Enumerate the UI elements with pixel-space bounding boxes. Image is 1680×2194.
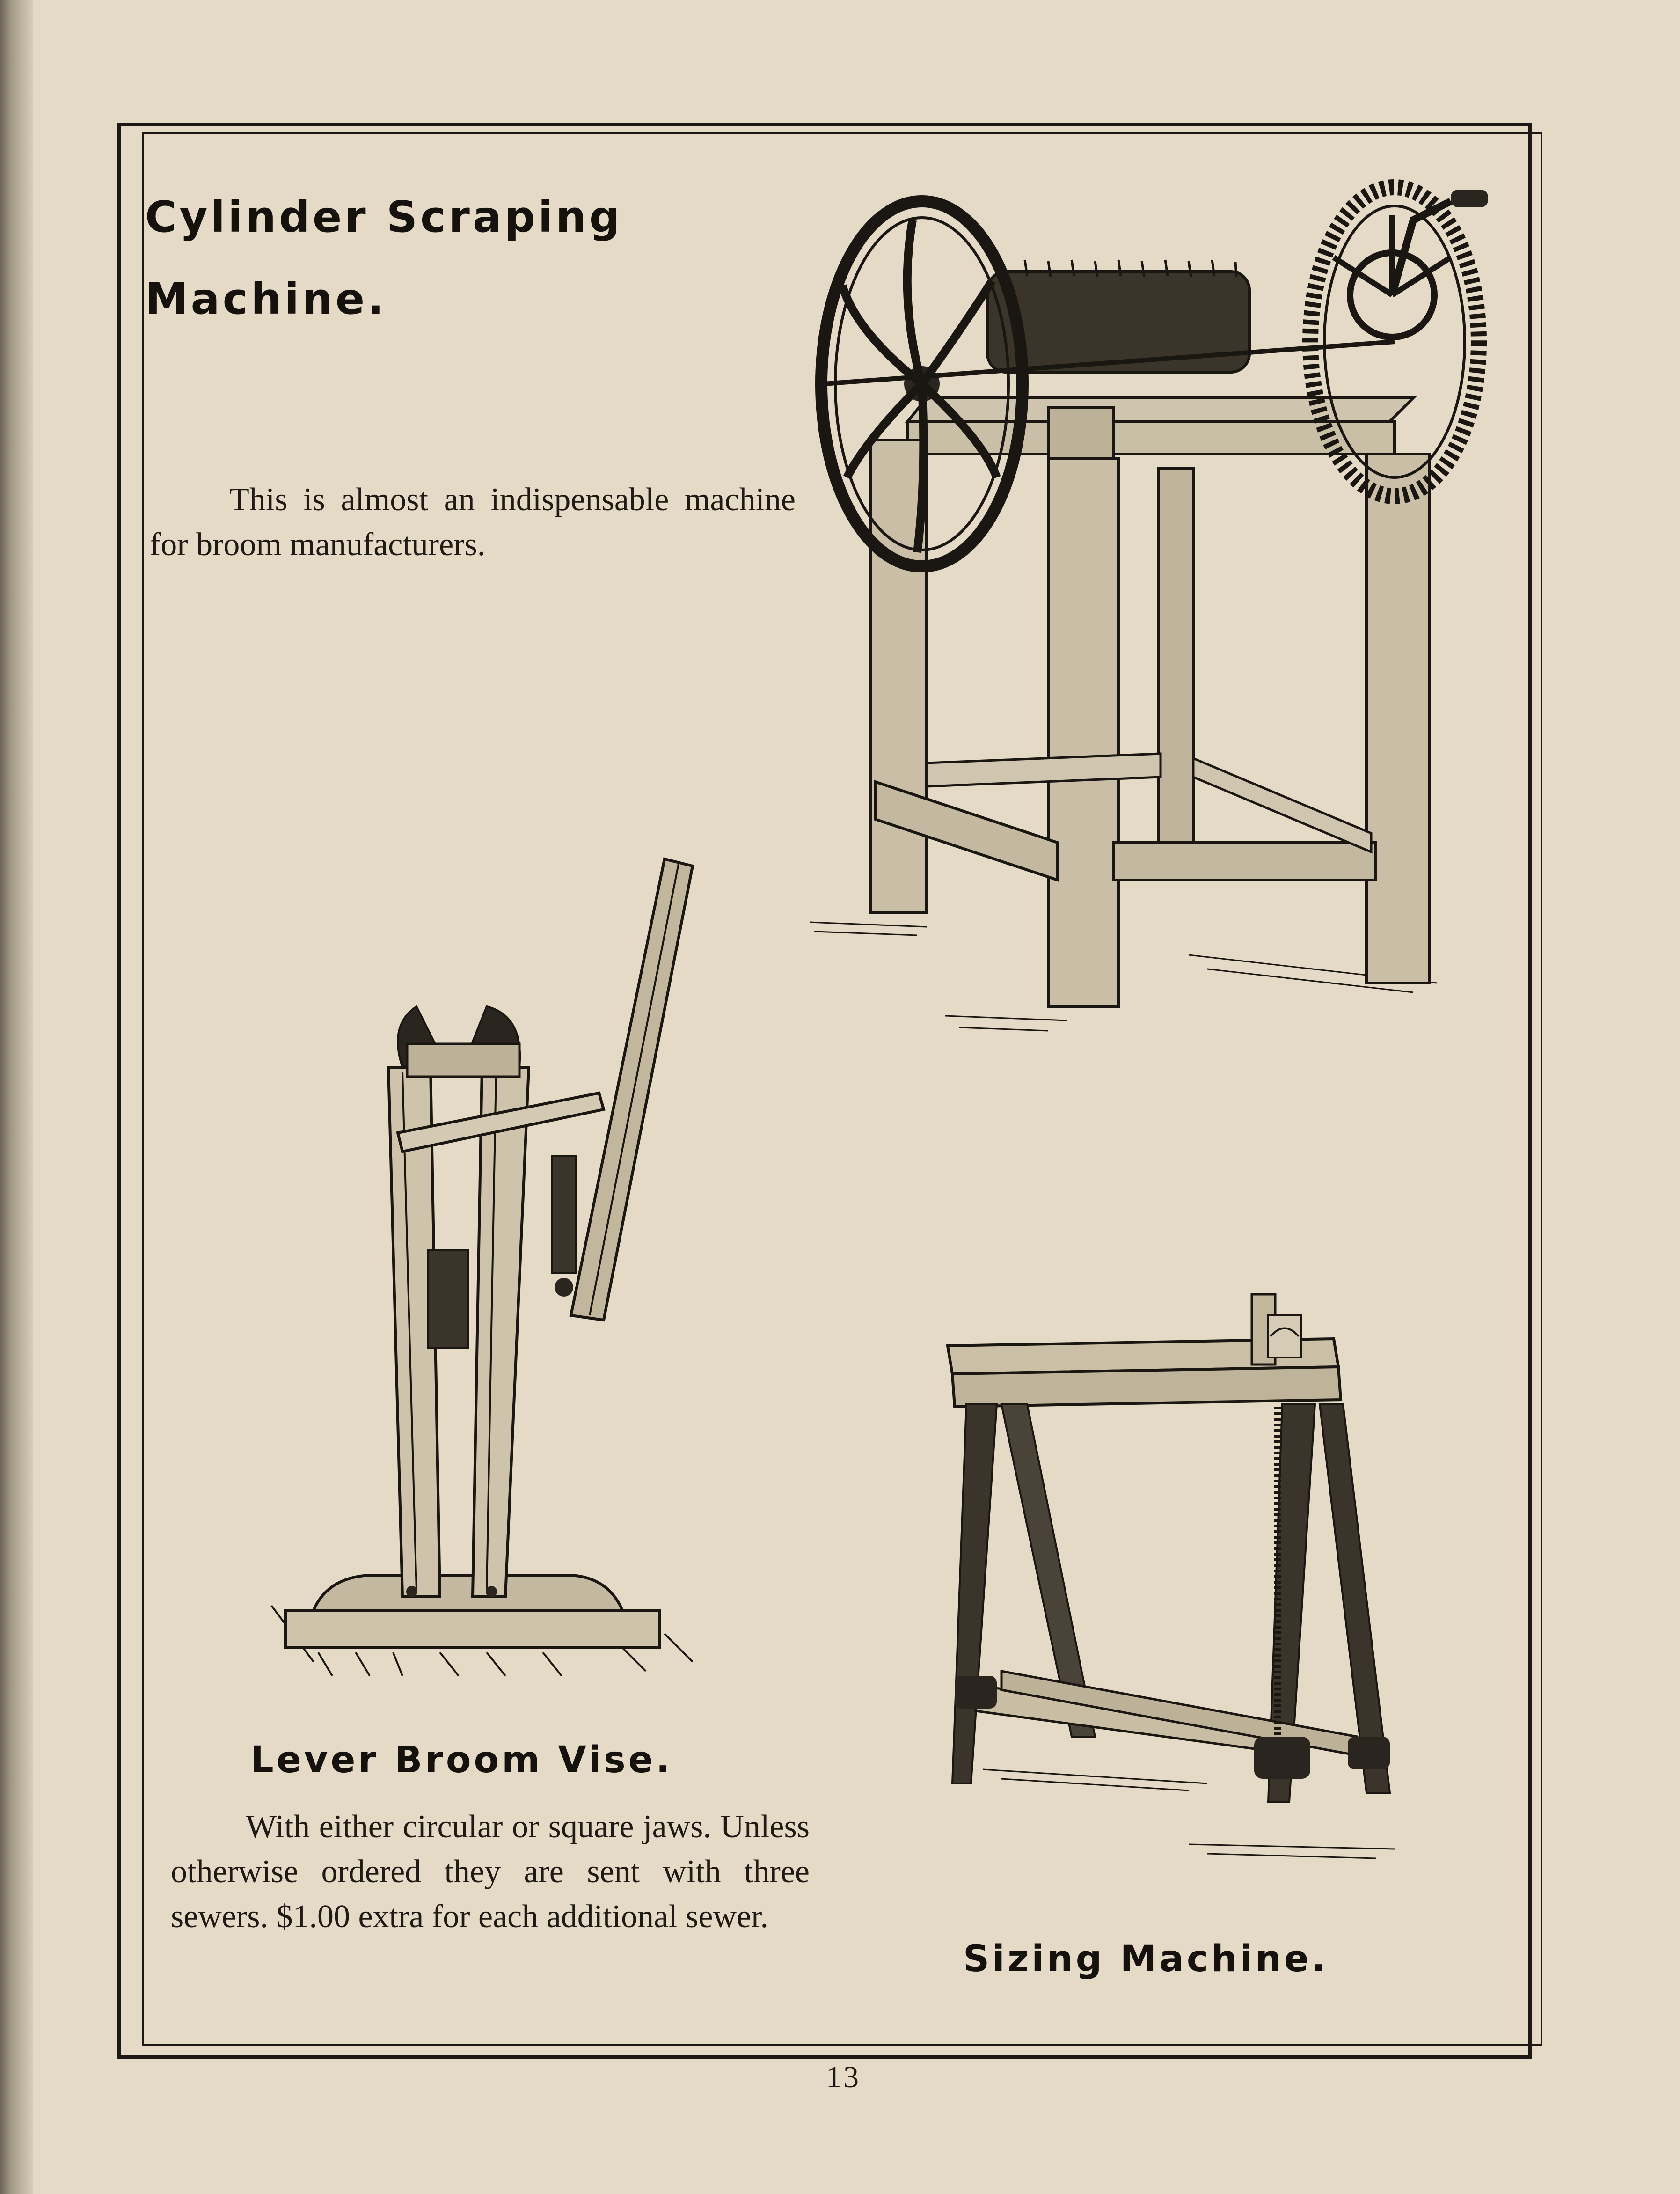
lever-broom-vise-illustration	[262, 847, 711, 1685]
scraper-title-line1: Cylinder Scraping	[145, 192, 623, 242]
sizing-title: Sizing Machine.	[963, 1938, 1329, 1980]
page-number: 13	[826, 2060, 861, 2094]
vise-title: Lever Broom Vise.	[250, 1739, 673, 1781]
sizing-machine-illustration	[945, 1287, 1413, 1896]
cylinder-scraping-machine-illustration	[805, 178, 1530, 1058]
scraper-description: This is almost an indispensable machine for broom manufacturers.	[150, 482, 796, 563]
scraper-title-line2: Machine.	[145, 274, 387, 324]
binding-shadow	[0, 0, 33, 2194]
vise-description: With either circular or square jaws. Unless otherwise ordered they are sent with three sewers. $1.00 extra for each additional sewer.	[171, 1809, 810, 1935]
